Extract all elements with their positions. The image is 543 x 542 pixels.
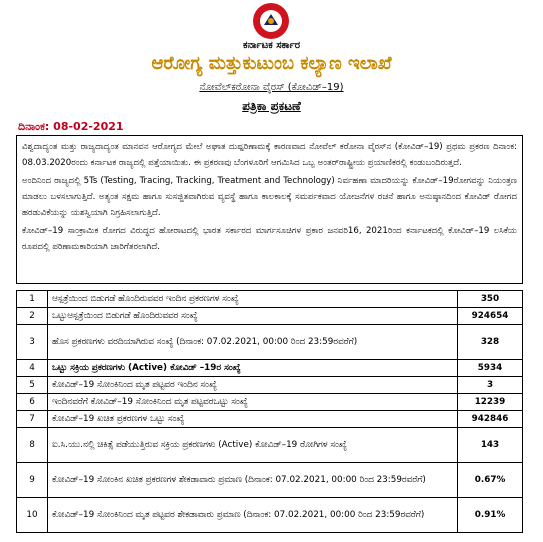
intro-paragraphs [16, 135, 523, 284]
paragraph-2: ಅಂದಿನಿಂದ ರಾಜ್ಯದಲ್ಲಿ 5Ts (Testing, Tracing, Tracking, Treatment and Technology) ನಿರ್ವಹಣಾ ಮಾದರಿಯನ್ನು ಕೋವಿಡ್–19ರೋಗವನ್ನು ನಿಯಂತ್ರಣ ಮಾಡಲು ಬಳಸಲಾಗುತ್ತಿದೆ. ಅತ್ಯಂತ ಸಕ್ಷಮ ಹಾಗೂ ಸುಸಜ್ಜಿತವಾಗಿರುವ ವ್ಯವಸ್ಥೆ ಹಾಗೂ ಕಾಲಕಾಲಕ್ಕೆ ಸಮರ್ಪಕವಾದ ಯೋಜನೆಗಳ ರಚನೆ ಹಾಗೂ ಅನುಷ್ಠಾನದಿಂದ ಕೋವಿಡ್ ರೋಗದ ಹರಡುವಿಕೆಯನ್ನು ಯಶಸ್ವಿಯಾಗಿ ನಿಗ್ರಹಿಸಲಾಗುತ್ತಿದೆ. [22, 176, 517, 218]
table-row [17, 498, 523, 533]
row-value: 3 [458, 377, 523, 394]
table-row [17, 308, 523, 325]
document-header [0, 0, 543, 140]
row-value: 350 [458, 291, 523, 308]
row-description: ಕೋವಿಡ್–19 ಖಚಿತ ಪ್ರಕರಣಗಳ ಒಟ್ಟು ಸಂಖ್ಯೆ [48, 411, 458, 428]
table-row [17, 360, 523, 377]
department-title: ಆರೋಗ್ಯ ಮತ್ತುಕುಟುಂಬ ಕಲ್ಯಾಣ ಇಲಾಖೆ [151, 53, 392, 74]
row-number: 10 [17, 498, 48, 533]
paragraph-3: ಕೋವಿಡ್–19 ಸಾಂಕ್ರಾಮಿಕ ರೋಗದ ವಿರುದ್ಧದ ಹೋರಾಟದಲ್ಲಿ ಭಾರತ ಸರ್ಕಾರದ ಮಾರ್ಗಸೂಚಿಗಳ ಪ್ರಕಾರ ಜನವರಿ16, 2021ರಿಂದ ಕರ್ನಾಟಕದಲ್ಲಿ ಕೋವಿಡ್–19 ಲಸಿಕೆಯ ರೂಪದಲ್ಲಿ ಪರಿಣಾಮಕಾರಿಯಾಗಿ ಜಾರಿಗೆತರಲಾಗಿದೆ. [22, 226, 517, 252]
row-number: 4 [17, 360, 48, 377]
row-value: 0.67% [458, 463, 523, 498]
row-number: 6 [17, 394, 48, 411]
row-value: 0.91% [458, 498, 523, 533]
row-number: 9 [17, 463, 48, 498]
press-release-title: ಪತ್ರಿಕಾ ಪ್ರಕಟಣೆ [242, 99, 301, 113]
row-description: ಹೊಸ ಪ್ರಕರಣಗಳು ವರದಿಯಾಗಿರುವ ಸಂಖ್ಯೆ (ದಿನಾಂಕ: 07.02.2021, 00:00 ರಿಂದ 23:59ರವರೆಗೆ) [48, 325, 458, 360]
statistics-table [16, 290, 523, 533]
table-row [17, 291, 523, 308]
row-description: ಐ.ಸಿ.ಯು.ನಲ್ಲಿ ಚಿಕಿತ್ಸೆ ಪಡೆಯುತ್ತಿರುವ ಸಕ್ರಿಯ ಪ್ರಕರಣಗಳು (Active) ಕೋವಿಡ್–19 ರೋಗಿಗಳ ಸಂಖ್ಯೆ [48, 428, 458, 463]
table-row [17, 411, 523, 428]
paragraph-1: ವಿಶ್ವದಾದ್ಯಂತ ಮತ್ತು ರಾಜ್ಯದಾದ್ಯಂತ ಮಾನವನ ಆರೋಗ್ಯದ ಮೇಲೆ ಅಘಾತ ದುಷ್ಪರಿಣಾಮಕ್ಕೆ ಕಾರಣವಾದ ನೋವೆಲ್ ಕರೋನಾ ವೈರಸ್‌ನ (ಕೋವಿಡ್–19) ಪ್ರಥಮ ಪ್ರಕರಣ ದಿನಾಂಕ: 08.03.2020ರಂದು ಕರ್ನಾಟಕ ರಾಜ್ಯದಲ್ಲಿ ಪತ್ತೆಯಾಯಿತು. ಈ ಪ್ರಕರಣವು ಬೆಂಗಳೂರಿಗೆ ಆಗಮಿಸಿದ ಒಬ್ಬ ಅಂತರ್‌ರಾಷ್ಟ್ರೀಯ ಪ್ರಯಾಣಿಕರಲ್ಲಿ ಕಂಡುಬಂದಿರುತ್ತದೆ. [22, 142, 517, 168]
subject-line: ನೋವೆಲ್‌ಕರೋನಾ ವೈರಸ್ (ಕೋವಿಡ್–19) [199, 82, 344, 93]
row-number: 2 [17, 308, 48, 325]
row-number: 5 [17, 377, 48, 394]
date-line [18, 120, 124, 134]
row-value: 12239 [458, 394, 523, 411]
row-value: 328 [458, 325, 523, 360]
date-value: 08-02-2021 [53, 120, 124, 133]
row-value: 924654 [458, 308, 523, 325]
row-description: ಕೋವಿಡ್–19 ಸೋಂಕಿನ ಖಚಿತ ಪ್ರಕರಣಗಳ ಶೇಕಡಾವಾರು ಪ್ರಮಾಣ (ದಿನಾಂಕ: 07.02.2021, 00:00 ರಿಂದ 23:59ರವರೆಗೆ) [48, 463, 458, 498]
row-description: ಆಸ್ಪತ್ರೆಯಿಂದ ಬಿಡುಗಡೆ ಹೊಂದಿರುವವರ ಇಂದಿನ ಪ್ರಕರಣಗಳ ಸಂಖ್ಯೆ [48, 291, 458, 308]
row-value: 942846 [458, 411, 523, 428]
table-row [17, 325, 523, 360]
row-number: 8 [17, 428, 48, 463]
row-description: ಕೋವಿಡ್–19 ಸೋಂಕಿನಿಂದ ಮೃತ ಪಟ್ಟವರ ಇಂದಿನ ಸಂಖ್ಯೆ [48, 377, 458, 394]
row-number: 3 [17, 325, 48, 360]
row-number: 1 [17, 291, 48, 308]
row-value: 143 [458, 428, 523, 463]
table-row [17, 428, 523, 463]
row-description: ಇಂದಿನವರೆಗೆ ಕೋವಿಡ್–19 ಸೋಂಕಿನಿಂದ ಮೃತ ಪಟ್ಟವರಒಟ್ಟು ಸಂಖ್ಯೆ [48, 394, 458, 411]
table-row [17, 463, 523, 498]
karnataka-emblem-icon [246, 2, 296, 40]
date-label: ದಿನಾಂಕ: [18, 120, 50, 133]
row-description: ಒಟ್ಟು ಸಕ್ರಿಯ ಪ್ರಕರಣಗಳು (Active) ಕೋವಿಡ್ –19ರ ಸಂಖ್ಯೆ [48, 360, 458, 377]
table-row [17, 377, 523, 394]
government-name: ಕರ್ನಾಟಕ ಸರ್ಕಾರ [242, 40, 301, 51]
table-row [17, 394, 523, 411]
row-description: ಒಟ್ಟುಆಸ್ಪತ್ರೆಯಿಂದ ಬಿಡುಗಡೆ ಹೊಂದಿರುವವರ ಸಂಖ್ಯೆ [48, 308, 458, 325]
row-description: ಕೋವಿಡ್–19 ಸೋಂಕಿನಿಂದ ಮೃತ ಪಟ್ಟವರ ಶೇಕಡಾವಾರು ಪ್ರಮಾಣ (ದಿನಾಂಕ: 07.02.2021, 00:00 ರಿಂದ 23:59ರವರೆಗೆ) [48, 498, 458, 533]
row-value: 5934 [458, 360, 523, 377]
row-number: 7 [17, 411, 48, 428]
